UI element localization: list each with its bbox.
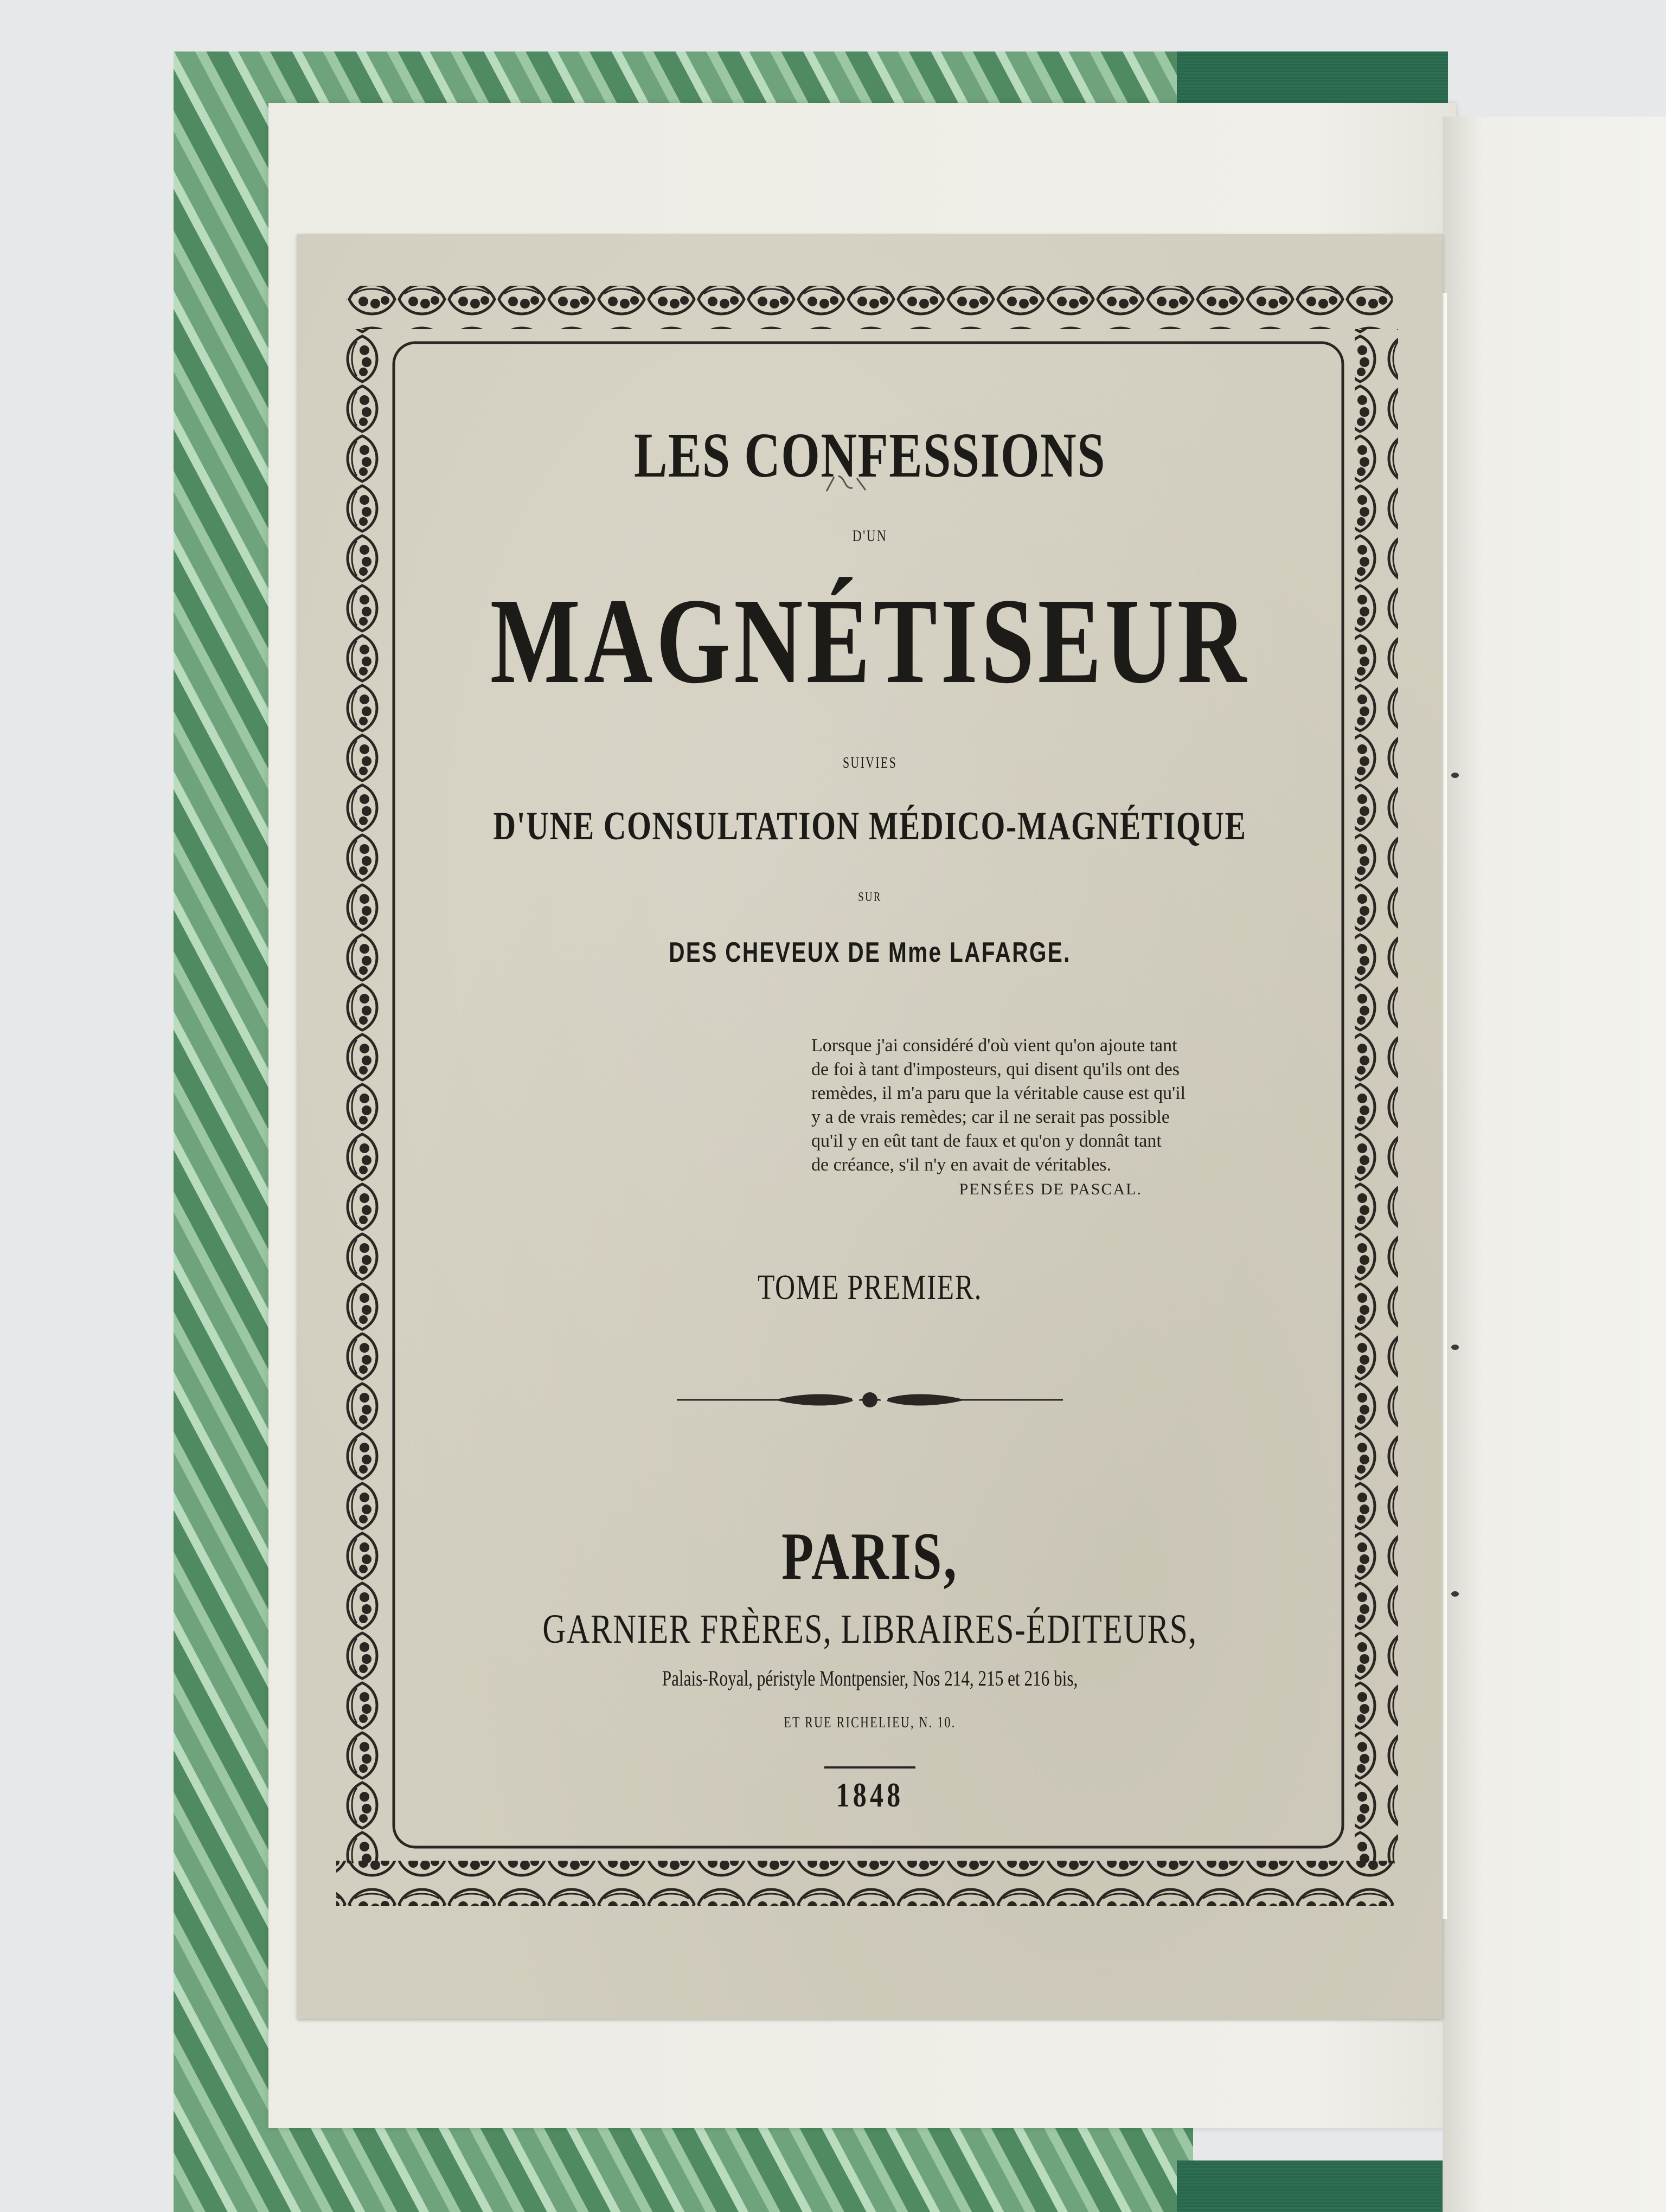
cloth-spine-top bbox=[1177, 52, 1448, 103]
epigraph-quote bbox=[811, 1034, 1186, 1177]
title-line-2: D'UN bbox=[852, 527, 888, 545]
imprint-address-2: ET RUE RICHELIEU, N. 10. bbox=[784, 1714, 956, 1731]
imprint-rule bbox=[824, 1766, 915, 1769]
imprint-city: PARIS, bbox=[781, 1519, 958, 1593]
subtitle-cheveux: DES CHEVEUX DE Mme LAFARGE. bbox=[669, 937, 1071, 968]
imprint-publisher: GARNIER FRÈRES, LIBRAIRES-ÉDITEURS, bbox=[542, 1606, 1197, 1652]
imprint-year: 1848 bbox=[836, 1776, 904, 1814]
binding-stitch bbox=[1451, 1591, 1459, 1597]
subtitle-sur: SUR bbox=[858, 890, 882, 904]
imprint-address: Palais-Royal, péristyle Montpensier, Nos 214, 215 et 216 bis, bbox=[662, 1666, 1078, 1690]
right-page bbox=[1443, 117, 1666, 2212]
main-title: MAGNÉTISEUR bbox=[490, 573, 1250, 709]
cloth-spine-bottom bbox=[1177, 2160, 1448, 2212]
subtitle-consultation: D'UNE CONSULTATION MÉDICO-MAGNÉTIQUE bbox=[493, 804, 1247, 848]
epigraph-line: y a de vrais remèdes; car il ne serait pas possible bbox=[811, 1107, 1170, 1127]
title-page bbox=[297, 234, 1443, 2019]
binding-stitch bbox=[1451, 773, 1459, 778]
epigraph-attribution: PENSÉES DE PASCAL. bbox=[959, 1180, 1142, 1198]
epigraph-line: remèdes, il m'a paru que la véritable cause est qu'il bbox=[811, 1083, 1186, 1103]
epigraph-line: de foi à tant d'imposteurs, qui disent qu'ils ont des bbox=[811, 1059, 1180, 1079]
subtitle-suivies: SUIVIES bbox=[842, 755, 898, 771]
epigraph-line: Lorsque j'ai considéré d'où vient qu'on ajoute tant bbox=[811, 1036, 1177, 1056]
epigraph-line: de créance, s'il n'y en avait de véritables. bbox=[811, 1155, 1112, 1175]
title-line-1: LES CONFESSIONS bbox=[634, 420, 1106, 491]
ornament-divider bbox=[677, 1386, 1063, 1413]
volume-label: TOME PREMIER. bbox=[757, 1268, 983, 1307]
binding-stitch bbox=[1451, 1345, 1459, 1350]
epigraph-line: qu'il y en eût tant de faux et qu'on y donnât tant bbox=[811, 1131, 1162, 1151]
